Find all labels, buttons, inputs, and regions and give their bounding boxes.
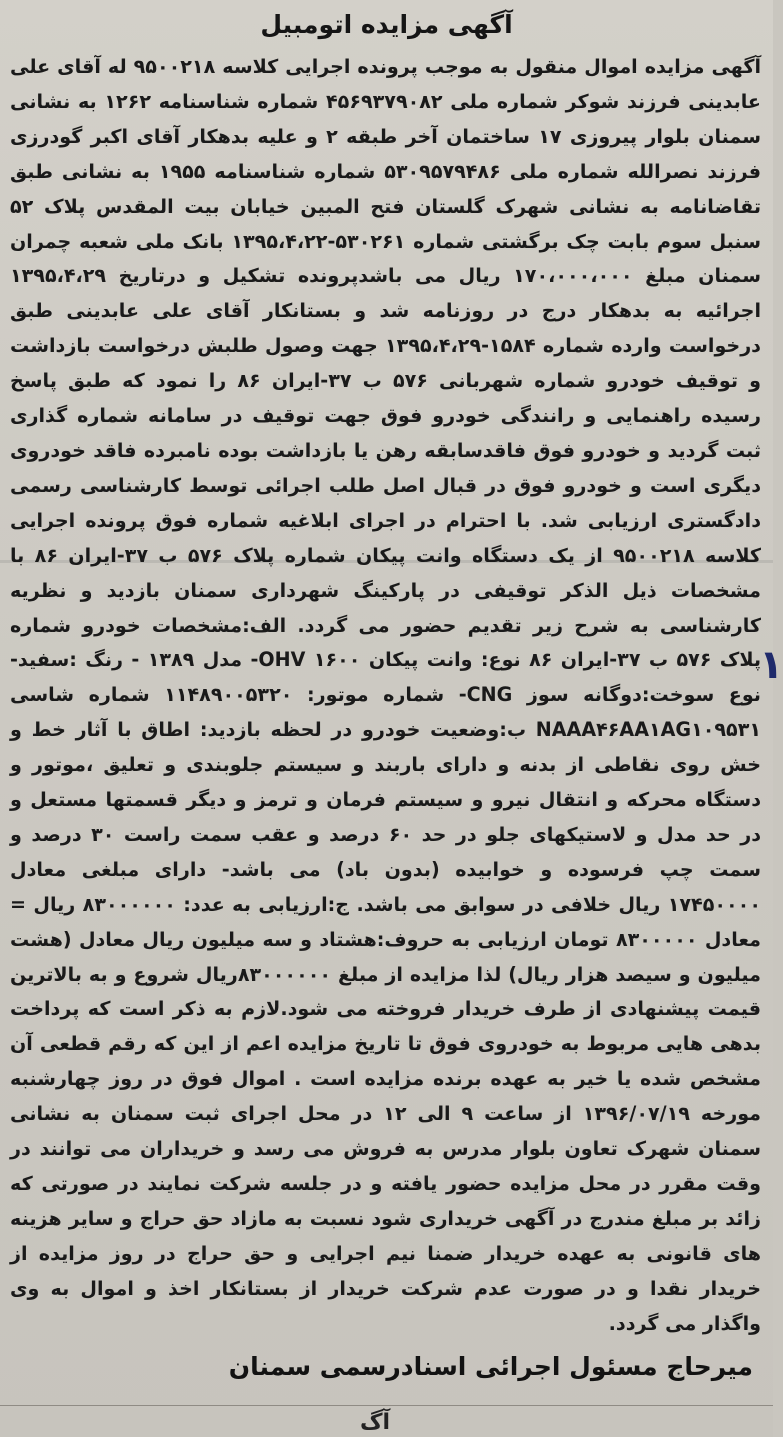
next-notice-fragment: آگ <box>359 1410 391 1435</box>
handwritten-margin-mark: ١ <box>759 642 783 688</box>
notice-body: آگهی مزایده اموال منقول به موجب پرونده اجرایی کلاسه ۹۵۰۰۲۱۸ له آقای علی عابدینی فرزند شوکر شماره ملی ۴۵۶۹۳۷۹۰۸۲ شماره شناسنامه ۱۲۶۲ به نشانی سمنان بلوار پیروزی ۱۷ ساختمان آخر طبقه ۲ و علیه بدهکار آقای اکبر گودرزی فرزند نصرالله شماره ملی ۵۳۰۹۵۷۹۴۸۶ شماره شناسنامه ۱۹۵۵ به نشانی طبق تقاضانامه به نشانی شهرک گلستان فتح المبین خیابان بیت المقدس پلاک ۵۲ سنبل سوم بابت چک برگشتی شماره ۵۳۰۲۶۱-۱۳۹۵،۴،۲۲ بانک ملی شعبه چمران سمنان مبلغ ۱۷۰،۰۰۰،۰۰۰ ریال می باشدپرونده تشکیل و درتاریخ ۱۳۹۵،۴،۲۹ اجرائیه به بدهکار درج در روزنامه شد و بستانکار آقای علی عابدینی طبق درخواست وارده شماره ۱۵۸۴-۱۳۹۵،۴،۲۹ جهت وصول طلبش درخواست بازداشت و توقیف خودرو شماره شهربانی ۵۷۶ ب ۳۷-ایران ۸۶ را نمود که طبق پاسخ رسیده راهنمایی و رانندگی خودرو فوق جهت توقیف در سامانه شماره گذاری ثبت گردید و خودرو فوق فاقدسابقه رهن یا بازداشت بوده نامبرده فاقد خودروی دیگری است و خودرو فوق در قبال اصل طلب اجرائی توسط کارشناسی رسمی دادگستری ارزیابی شد. با احترام در اجرای ابلاغیه شماره فوق پرونده اجرایی کلاسه ۹۵۰۰۲۱۸ از یک دستگاه وانت پیکان شماره پلاک ۵۷۶ ب ۳۷-ایران ۸۶ با مشخصات ذیل الذکر توقیفی در پارکینگ شهرداری سمنان بازدید و نظریه کارشناسی به شرح زیر تقدیم حضور می گردد. الف:مشخصات خودرو شماره پلاک ۵۷۶ ب ۳۷-ایران ۸۶ نوع: وانت پیکان ۱۶۰۰ OHV- مدل ۱۳۸۹ - رنگ :سفید- نوع سوخت:دوگانه سوز CNG- شماره موتور: ۱۱۴۸۹۰۰۵۳۲۰ شماره شاسی NAAA۴۶AA۱AG۱۰۹۵۳۱ ب:وضعیت خودرو در لحظه بازدید: اطاق با آثار خط و خش روی نقاطی از بدنه و دارای باربند و سیستم جلوبندی و تعلیق ،موتور و دستگاه محرکه و انتقال نیرو و سیستم فرمان و ترمز و دیگر قسمتها مستعل و در حد مدل و لاستیکهای جلو در حد ۶۰ درصد و عقب سمت راست ۳۰ درصد و سمت چپ فرسوده و خوابیده (بدون باد) می باشد- دارای مبلغی معادل ۱۷۴۵۰۰۰۰ ریال خلافی در سوابق می باشد. ج:ارزیابی به عدد: ۸۳۰۰۰۰۰۰ ریال = معادل ۸۳۰۰۰۰۰ تومان ارزیابی به حروف:هشتاد و سه میلیون ریال معادل (هشت میلیون و سیصد هزار ریال) لذا مزایده از مبلغ ۸۳۰۰۰۰۰۰ریال شروع و به بالاترین قیمت پیشنهادی از طرف خریدار فروخته می شود.لازم به ذکر است که پرداخت بدهی هایی مربوط به خودروی فوق تا تاریخ مزایده اعم از این که رقم قطعی آن مشخص شده یا خیر به عهده برنده مزایده است . اموال فوق در روز چهارشنبه مورخه ۱۳۹۶/۰۷/۱۹ از ساعت ۹ الی ۱۲ در محل اجرای ثبت سمنان به نشانی سمنان شهرک تعاون بلوار مدرس به فروش می رسد و خریداران می توانند در وقت مقرر در محل مزایده حضور یافته و در جلسه شرکت نمایند در صورتی که زائد بر مبلغ مندرج در آگهی خریداری شود نسبت به مازاد حق حراج و سایر هزینه های قانونی به عهده خریدار ضمنا نیم اجرایی و حق حراج در روز مزایده از خریدار نقدا و در صورت عدم شرکت خریدار از بستانکار اخذ و اموال به وی واگذار می گردد. <box>10 55 762 1335</box>
notice-title: آگهی مزایده اتومبیل <box>260 10 513 39</box>
notice-signature: میرحاج مسئول اجرائی اسنادرسمی سمنان <box>228 1352 753 1381</box>
clipping-divider <box>0 1405 773 1406</box>
